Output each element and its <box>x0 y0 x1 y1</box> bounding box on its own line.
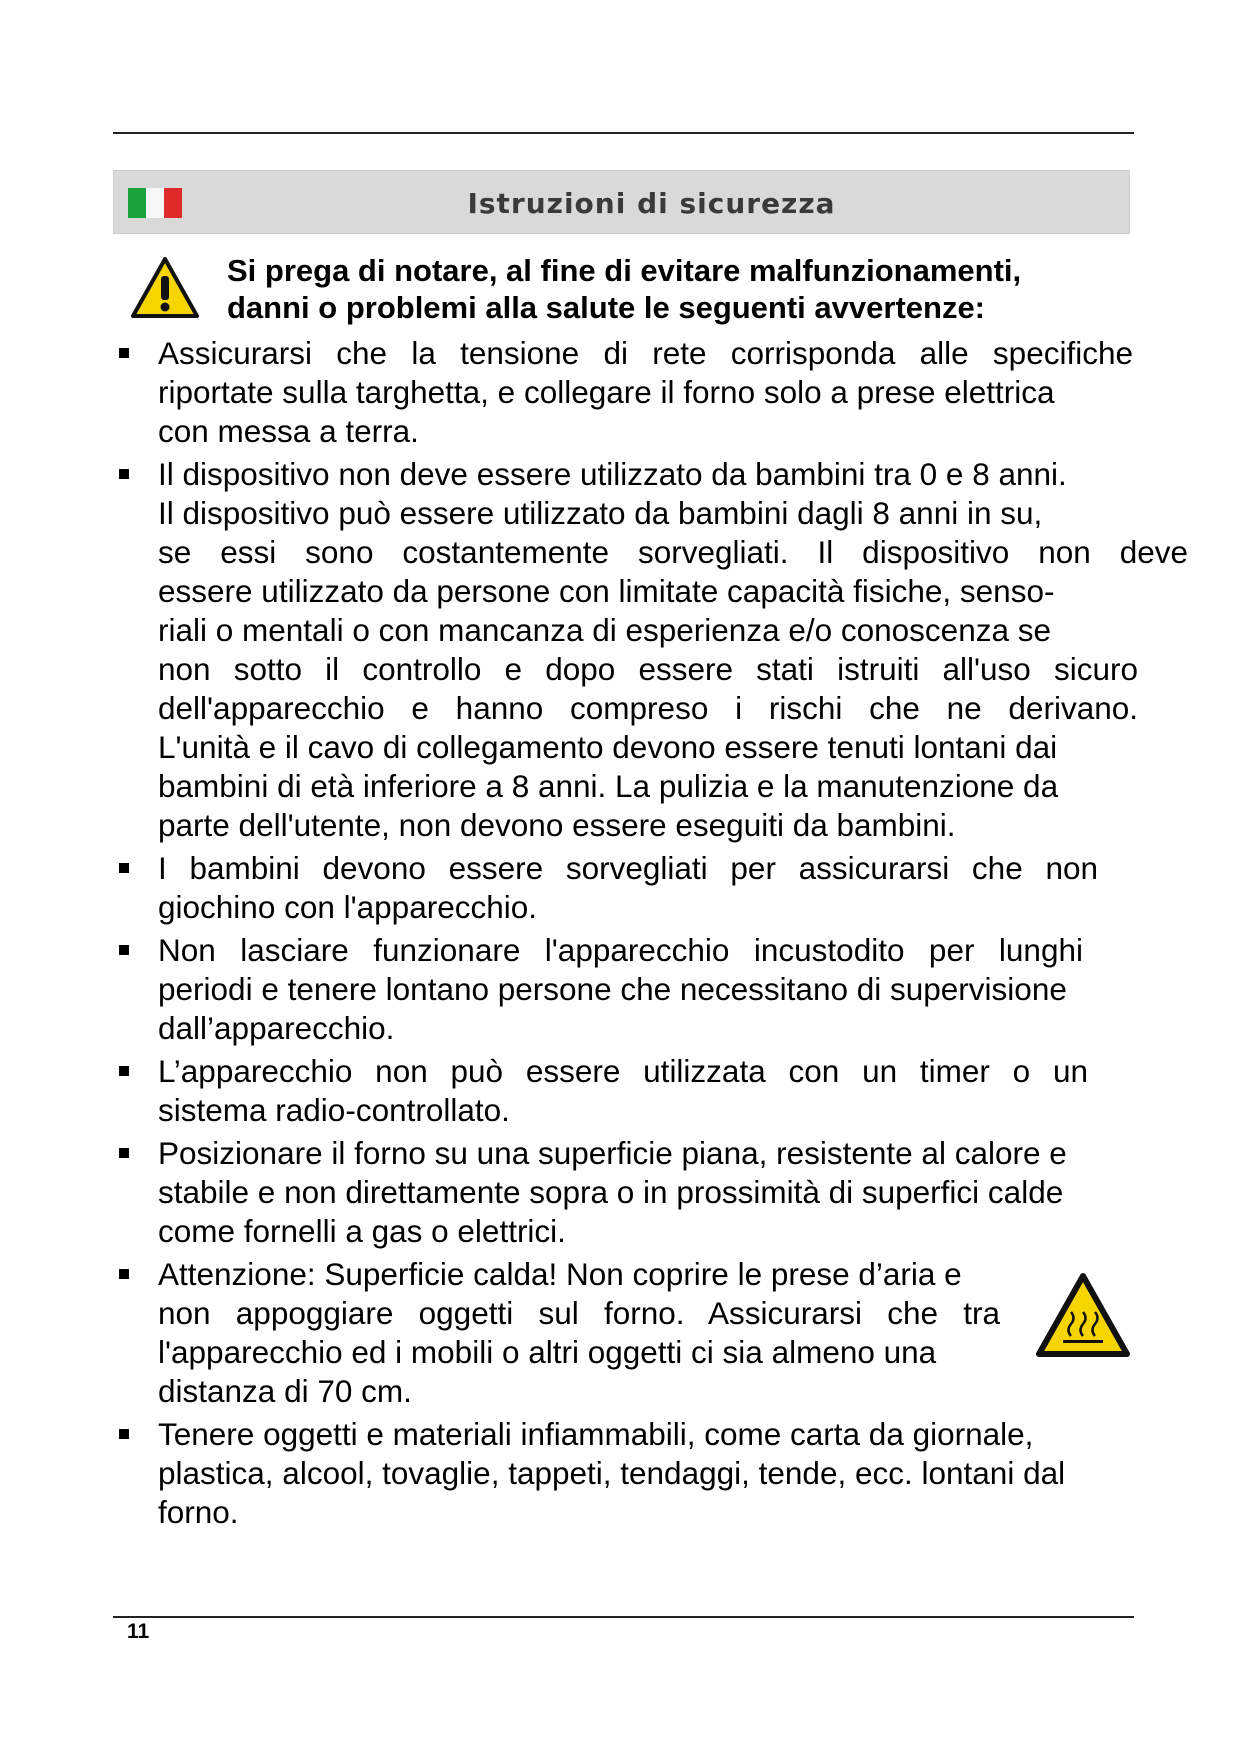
list-item <box>113 931 1143 1048</box>
item-line: dall’apparecchio. <box>158 1010 395 1046</box>
item-line: riali o mentali o con mancanza di esperienza e/o conoscenza se <box>158 612 1052 648</box>
page-number: 11 <box>127 1620 150 1643</box>
item-line: I bambini devono essere sorvegliati per assicurarsi che non <box>158 850 1098 886</box>
item-line: come fornelli a gas o elettrici. <box>158 1213 566 1249</box>
item-line: l'apparecchio ed i mobili o altri oggetti ci sia almeno una <box>158 1334 937 1370</box>
item-line: Attenzione: Superficie calda! Non coprire le prese d’aria e <box>158 1256 962 1292</box>
list-item <box>113 455 1188 845</box>
section-title: Istruzioni di sicurezza <box>467 187 836 220</box>
list-item <box>113 334 1133 451</box>
item-line: plastica, alcool, tovaglie, tappeti, tendaggi, tende, ecc. lontani dal <box>158 1455 1066 1491</box>
item-line: L'unità e il cavo di collegamento devono essere tenuti lontani dai <box>158 729 1058 765</box>
bullet-icon <box>119 1269 129 1279</box>
bullet-icon <box>119 1429 129 1439</box>
bullet-icon <box>119 863 129 873</box>
safety-instructions-list <box>113 334 1188 1536</box>
hot-surface-icon <box>1035 1272 1131 1358</box>
item-line: distanza di 70 cm. <box>158 1373 412 1409</box>
bottom-rule <box>113 1616 1134 1618</box>
item-line: forno. <box>158 1494 239 1530</box>
item-line: Tenere oggetti e materiali infiammabili, come carta da giornale, <box>158 1416 1034 1452</box>
item-line: giochino con l'apparecchio. <box>158 889 538 925</box>
item-line: essere utilizzato da persone con limitate capacità fisiche, senso- <box>158 573 1055 609</box>
item-line: non sotto il controllo e dopo essere stati istruiti all'uso sicuro <box>158 651 1138 687</box>
list-item <box>113 849 1143 927</box>
list-item-hot-surface <box>113 1255 1058 1411</box>
bullet-icon <box>119 348 129 358</box>
item-line: dell'apparecchio e hanno compreso i rischi che ne derivano. <box>158 690 1138 726</box>
item-line: periodi e tenere lontano persone che necessitano di supervisione <box>158 971 1067 1007</box>
list-item <box>113 1052 1143 1130</box>
item-line: Posizionare il forno su una superficie piana, resistente al calore e <box>158 1135 1067 1171</box>
item-line: riportate sulla targhetta, e collegare il forno solo a prese elettrica <box>158 374 1055 410</box>
bullet-icon <box>119 469 129 479</box>
item-line: Non lasciare funzionare l'apparecchio incustodito per lunghi <box>158 932 1083 968</box>
warning-triangle-icon <box>130 256 200 320</box>
list-item <box>113 1134 1143 1251</box>
item-line: sistema radio-controllato. <box>158 1092 510 1128</box>
lead-line: Si prega di notare, al fine di evitare malfunzionamenti, <box>227 253 1022 288</box>
lead-line: danni o problemi alla salute le seguenti avvertenze: <box>227 290 986 325</box>
item-line: Il dispositivo non deve essere utilizzato da bambini tra 0 e 8 anni. <box>158 456 1067 492</box>
top-rule <box>113 132 1134 134</box>
bullet-icon <box>119 945 129 955</box>
item-line: bambini di età inferiore a 8 anni. La pulizia e la manutenzione da <box>158 768 1059 804</box>
item-line: Il dispositivo può essere utilizzato da bambini dagli 8 anni in su, <box>158 495 1043 531</box>
section-header-banner <box>113 170 1130 234</box>
safety-notice-lead <box>227 252 1127 326</box>
item-line: se essi sono costantemente sorvegliati. Il dispositivo non deve <box>158 534 1188 570</box>
item-line: non appoggiare oggetti sul forno. Assicurarsi che tra <box>158 1295 1000 1331</box>
bullet-icon <box>119 1066 129 1076</box>
item-line: stabile e non direttamente sopra o in prossimità di superfici calde <box>158 1174 1064 1210</box>
item-line: parte dell'utente, non devono essere eseguiti da bambini. <box>158 807 956 843</box>
bullet-icon <box>119 1148 129 1158</box>
item-line: Assicurarsi che la tensione di rete corrisponda alle specifiche <box>158 335 1133 371</box>
item-line: L’apparecchio non può essere utilizzata con un timer o un <box>158 1053 1088 1089</box>
item-line: con messa a terra. <box>158 413 419 449</box>
list-item <box>113 1415 1143 1532</box>
